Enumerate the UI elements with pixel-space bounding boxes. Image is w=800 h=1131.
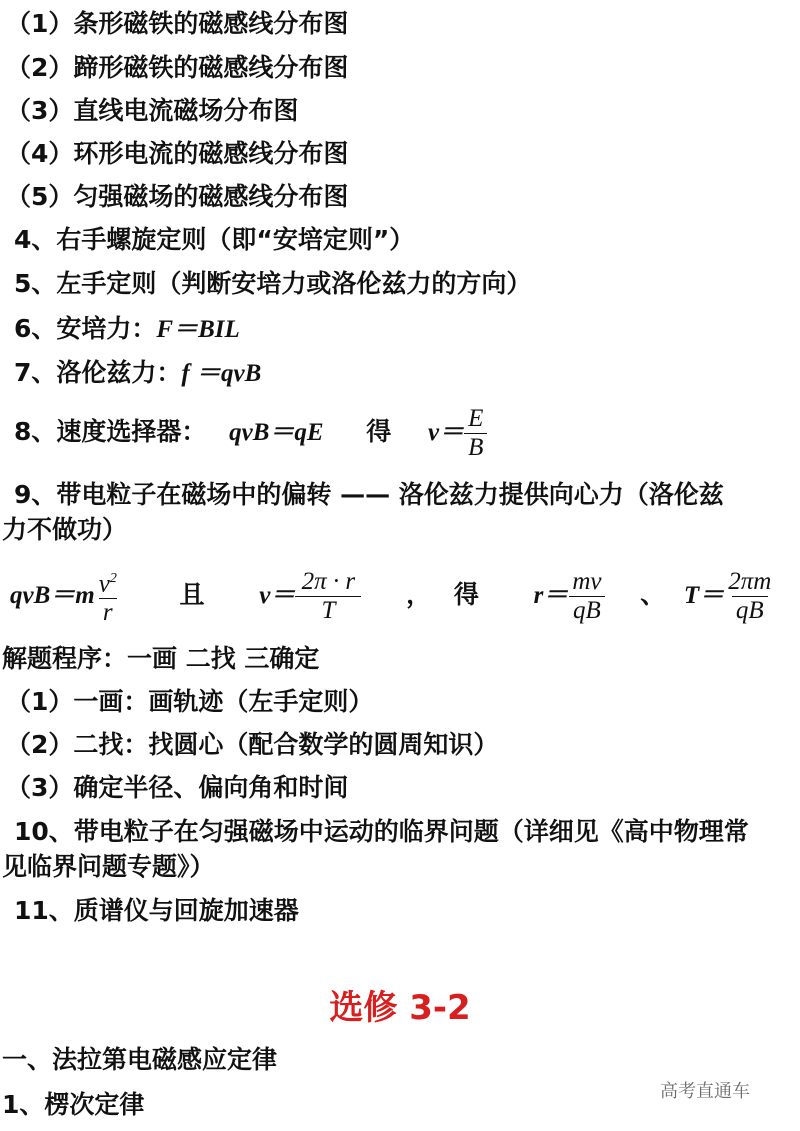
- fraction-e-over-b: [464, 405, 487, 462]
- formula-row: [10, 563, 775, 628]
- superscript: 2: [109, 570, 117, 586]
- lorentz-force-label: 7、洛伦兹力：: [14, 358, 182, 387]
- line-8: [14, 311, 240, 348]
- dun-comma: 、: [640, 580, 666, 609]
- fraction-denominator: B: [464, 433, 487, 462]
- de-word: 得: [453, 580, 479, 609]
- ampere-force-formula: F＝BIL: [156, 316, 240, 343]
- fraction-2pim-over-qb: [724, 568, 775, 625]
- line-11a: 9、带电粒子在磁场中的偏转 —— 洛伦兹力提供向心力（洛伦兹: [14, 480, 724, 509]
- line-14: （2）二找：找圆心（配合数学的圆周知识）: [6, 730, 499, 759]
- line-11b: 力不做功）: [2, 515, 128, 544]
- fraction-2pir-over-t: [295, 568, 361, 625]
- velocity-selector-label: 8、速度选择器：: [14, 417, 207, 446]
- t-equals: T＝: [683, 582, 725, 609]
- section-title: 选修 3-2: [329, 988, 471, 1028]
- line-17: 11、质谱仪与回旋加速器: [14, 896, 299, 925]
- line-4: （4）环形电流的磁感线分布图: [6, 139, 349, 168]
- line-18: 一、法拉第电磁感应定律: [2, 1045, 278, 1074]
- fraction-numerator: $v^2$: [98, 570, 117, 598]
- v-equals: v＝: [259, 582, 296, 609]
- line-6: 4、右手螺旋定则（即“安培定则”）: [14, 225, 415, 254]
- fraction-denominator: r: [99, 598, 117, 627]
- fraction-numerator: E: [468, 404, 484, 432]
- fraction-numerator: 2π · r: [301, 567, 356, 595]
- v-equals: v＝: [428, 419, 465, 446]
- fraction-denominator: qB: [732, 596, 768, 625]
- fraction-denominator: qB: [569, 596, 605, 625]
- line-13: （1）一画：画轨迹（左手定则）: [6, 687, 374, 716]
- line-2: （2）蹄形磁铁的磁感线分布图: [6, 53, 349, 82]
- line-5: （5）匀强磁场的磁感线分布图: [6, 182, 349, 211]
- line-16b: 见临界问题专题》）: [2, 852, 215, 881]
- line-3: （3）直线电流磁场分布图: [6, 96, 299, 125]
- velocity-selector-formula: qvB＝qE: [229, 419, 324, 446]
- qie-word: 且: [179, 580, 205, 609]
- line-15: （3）确定半径、偏向角和时间: [6, 773, 349, 802]
- lorentz-force-formula: f ＝qvB: [181, 360, 262, 387]
- line-10: [14, 400, 487, 465]
- line-9: [14, 355, 261, 392]
- fraction-v2-over-r: [95, 565, 121, 627]
- ampere-force-label: 6、安培力：: [14, 314, 157, 343]
- fraction-numerator: 2πm: [728, 567, 772, 595]
- line-1: （1）条形磁铁的磁感线分布图: [6, 9, 349, 38]
- line-12: 解题程序：一画 二找 三确定: [2, 644, 320, 673]
- de-word: 得: [366, 417, 392, 446]
- fraction-denominator: T: [295, 596, 361, 625]
- comma: ，: [406, 580, 432, 609]
- watermark: 高考直通车: [660, 1081, 750, 1102]
- formula-qvb-mv2r: qvB＝m: [10, 582, 95, 609]
- fraction-mv-over-qb: [568, 568, 605, 625]
- line-19: 1、楞次定律: [2, 1090, 145, 1119]
- fraction-numerator: mv: [572, 567, 602, 595]
- line-7: 5、左手定则（判断安培力或洛伦兹力的方向）: [14, 269, 532, 298]
- r-equals: r＝: [533, 582, 569, 609]
- line-16a: 10、带电粒子在匀强磁场中运动的临界问题（详细见《高中物理常: [14, 817, 749, 846]
